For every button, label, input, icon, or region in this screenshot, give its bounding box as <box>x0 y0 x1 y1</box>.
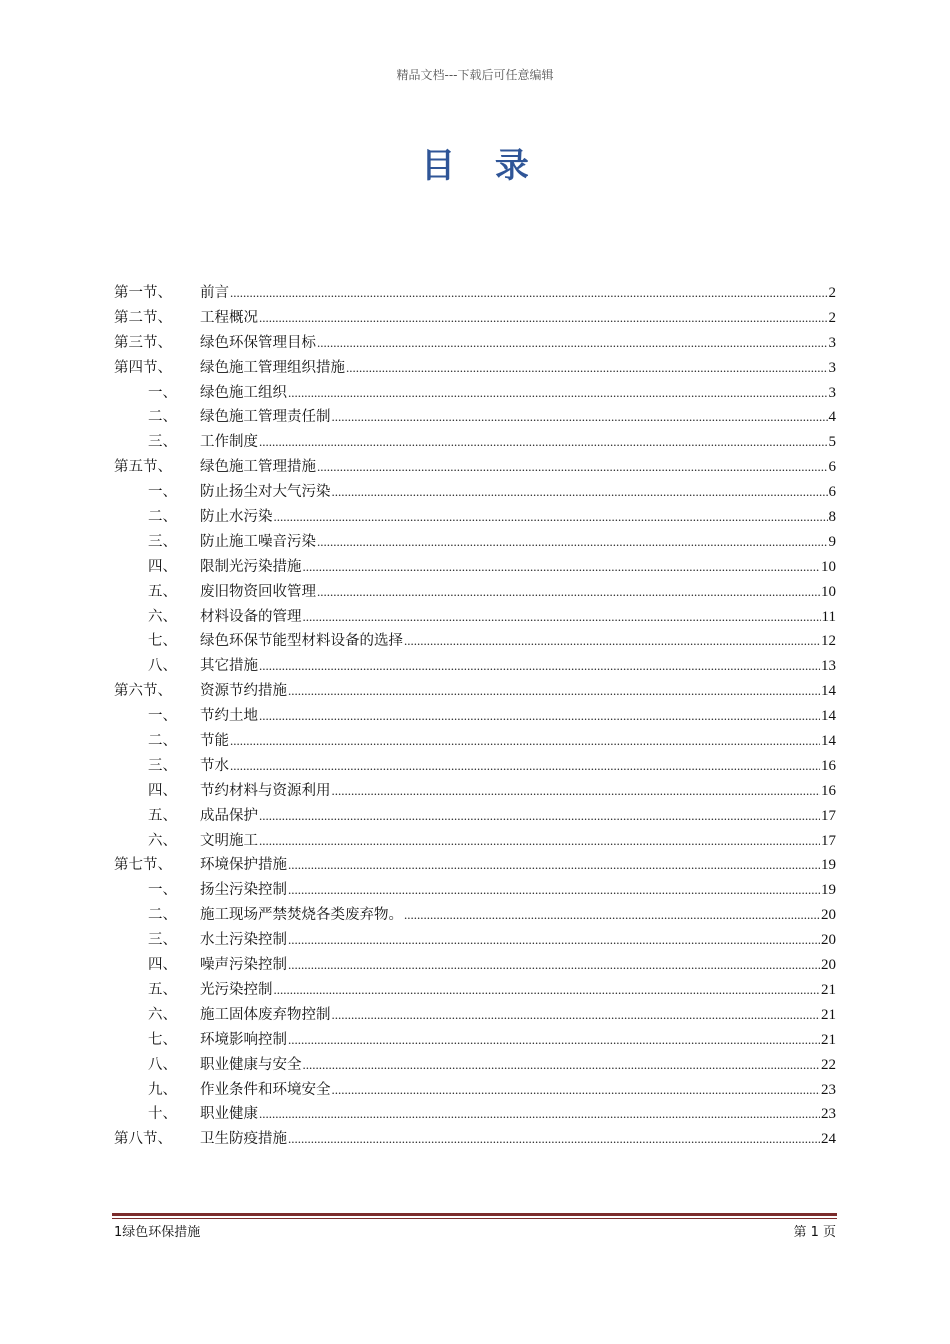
toc-entry-number: 二、 <box>148 409 177 426</box>
toc-dot-leader <box>332 781 821 801</box>
toc-entry[interactable] <box>114 731 836 756</box>
toc-entry-page: 17 <box>821 832 836 849</box>
toc-entry-title[interactable]: 水土污染控制 <box>200 932 287 949</box>
toc-entry-number: 第六节、 <box>114 683 172 700</box>
toc-entry-number: 一、 <box>148 384 177 401</box>
toc-entry-number: 第三节、 <box>114 334 172 351</box>
toc-dot-leader <box>259 806 820 826</box>
toc-dot-leader <box>303 557 821 577</box>
toc-entry[interactable] <box>114 482 836 507</box>
toc-entry[interactable] <box>114 457 836 482</box>
toc-dot-leader <box>230 731 820 751</box>
toc-entry-number: 九、 <box>148 1081 177 1098</box>
toc-entry-title[interactable]: 限制光污染措施 <box>200 558 302 575</box>
toc-dot-leader <box>288 681 820 701</box>
toc-entry-page: 21 <box>821 1006 836 1023</box>
toc-entry-number: 二、 <box>148 733 177 750</box>
toc-dot-leader <box>332 1080 821 1100</box>
toc-dot-leader <box>332 407 828 427</box>
toc-dot-leader <box>404 905 820 925</box>
toc-entry-page: 3 <box>828 334 836 351</box>
toc-dot-leader <box>230 756 820 776</box>
toc-entry-page: 2 <box>828 309 836 326</box>
toc-dot-leader <box>303 607 821 627</box>
toc-entry-title[interactable]: 防止水污染 <box>200 509 273 526</box>
toc-entry[interactable] <box>114 631 836 656</box>
toc-entry-page: 21 <box>821 981 836 998</box>
toc-entry-title[interactable]: 施工固体废弃物控制 <box>200 1006 331 1023</box>
toc-entry-number: 一、 <box>148 484 177 501</box>
toc-entry[interactable] <box>114 432 836 457</box>
toc-entry-number: 第八节、 <box>114 1131 172 1148</box>
toc-dot-leader <box>317 333 828 353</box>
toc-entry-number: 第七节、 <box>114 857 172 874</box>
toc-entry-title[interactable]: 绿色施工管理组织措施 <box>200 359 345 376</box>
toc-entry-number: 四、 <box>148 558 177 575</box>
toc-entry-title[interactable]: 其它措施 <box>200 658 258 675</box>
toc-entry[interactable] <box>114 383 836 408</box>
toc-entry-title[interactable]: 绿色施工管理责任制 <box>200 409 331 426</box>
toc-entry-number: 五、 <box>148 583 177 600</box>
toc-dot-leader <box>288 383 828 403</box>
toc-entry-number: 第二节、 <box>114 309 172 326</box>
toc-entry-page: 2 <box>828 285 836 301</box>
toc-entry[interactable] <box>114 756 836 781</box>
toc-entry-title[interactable]: 资源节约措施 <box>200 683 287 700</box>
toc-entry[interactable] <box>114 1129 836 1154</box>
toc-entry-number: 第五节、 <box>114 459 172 476</box>
footer-page-number: 第 1 页 <box>793 1225 836 1240</box>
toc-dot-leader <box>259 432 828 452</box>
toc-dot-leader <box>274 507 828 527</box>
toc-entry-page: 4 <box>828 409 836 426</box>
toc-dot-leader <box>332 1005 821 1025</box>
toc-entry-title[interactable]: 环境影响控制 <box>200 1031 287 1048</box>
toc-entry[interactable] <box>114 407 836 432</box>
toc-entry[interactable] <box>114 1104 836 1129</box>
toc-entry-title[interactable]: 环境保护措施 <box>200 857 287 874</box>
toc-entry-page: 8 <box>828 509 836 526</box>
toc-entry-page: 14 <box>821 683 836 700</box>
toc-entry-title[interactable]: 光污染控制 <box>200 981 273 998</box>
toc-entry-number: 一、 <box>148 882 177 899</box>
toc-entry-title[interactable]: 工作制度 <box>200 434 258 451</box>
toc-entry-title[interactable]: 节能 <box>200 733 229 750</box>
footer-rule <box>112 1213 837 1216</box>
toc-entry-page: 10 <box>821 558 836 575</box>
toc-entry-number: 八、 <box>148 1056 177 1073</box>
table-of-contents <box>114 283 836 1154</box>
toc-entry[interactable] <box>114 532 836 557</box>
toc-entry-page: 19 <box>821 882 836 899</box>
toc-entry[interactable] <box>114 1055 836 1080</box>
toc-entry[interactable] <box>114 1005 836 1030</box>
toc-dot-leader <box>288 880 820 900</box>
toc-entry[interactable] <box>114 507 836 532</box>
toc-entry-title[interactable]: 卫生防疫措施 <box>200 1131 287 1148</box>
toc-entry-title[interactable]: 防止扬尘对大气污染 <box>200 484 331 501</box>
footer-document-name: 1绿色环保措施 <box>114 1225 201 1240</box>
toc-entry[interactable] <box>114 1080 836 1105</box>
toc-entry-number: 第四节、 <box>114 359 172 376</box>
toc-entry-number: 三、 <box>148 932 177 949</box>
page-header: 精品文档---下载后可任意编辑 <box>396 68 554 82</box>
toc-dot-leader <box>288 1129 820 1149</box>
toc-entry-page: 14 <box>821 708 836 725</box>
toc-entry-title[interactable]: 前言 <box>200 285 229 301</box>
toc-entry[interactable] <box>114 283 836 308</box>
toc-entry-number: 十、 <box>148 1106 177 1123</box>
toc-title: 目 录 <box>421 146 543 186</box>
toc-entry-page: 12 <box>821 633 836 650</box>
toc-entry-page: 6 <box>828 459 836 476</box>
toc-entry-page: 10 <box>821 583 836 600</box>
toc-entry-page: 20 <box>821 957 836 974</box>
toc-entry-number: 二、 <box>148 907 177 924</box>
toc-entry-title[interactable]: 废旧物资回收管理 <box>200 583 316 600</box>
toc-dot-leader <box>288 855 820 875</box>
toc-entry-title[interactable]: 施工现场严禁焚烧各类废弃物。 <box>200 907 403 924</box>
toc-entry-title[interactable]: 工程概况 <box>200 309 258 326</box>
toc-dot-leader <box>288 930 820 950</box>
toc-entry-number: 六、 <box>148 1006 177 1023</box>
toc-entry-title[interactable]: 绿色环保管理目标 <box>200 334 316 351</box>
toc-entry[interactable] <box>114 955 836 980</box>
toc-entry-page: 17 <box>821 807 836 824</box>
toc-dot-leader <box>274 980 821 1000</box>
toc-entry-number: 五、 <box>148 807 177 824</box>
toc-entry-page: 20 <box>821 932 836 949</box>
toc-entry-number: 六、 <box>148 608 177 625</box>
toc-entry-title[interactable]: 绿色环保节能型材料设备的选择 <box>200 633 403 650</box>
toc-entry[interactable] <box>114 557 836 582</box>
toc-entry-page: 9 <box>828 533 836 550</box>
toc-entry[interactable] <box>114 681 836 706</box>
toc-dot-leader <box>317 457 828 477</box>
toc-dot-leader <box>259 308 828 328</box>
footer-rule-thin <box>112 1218 837 1219</box>
toc-entry-title[interactable]: 节约材料与资源利用 <box>200 782 331 799</box>
toc-entry-number: 一、 <box>148 708 177 725</box>
toc-dot-leader <box>259 656 820 676</box>
toc-entry-title[interactable]: 节水 <box>200 757 229 774</box>
toc-entry-number: 第一节、 <box>114 285 172 301</box>
toc-entry-title[interactable]: 成品保护 <box>200 807 258 824</box>
toc-entry-title[interactable]: 材料设备的管理 <box>200 608 302 625</box>
toc-dot-leader <box>404 631 820 651</box>
toc-entry-page: 16 <box>821 757 836 774</box>
toc-entry-page: 22 <box>821 1056 836 1073</box>
toc-dot-leader <box>259 1104 820 1124</box>
toc-entry[interactable] <box>114 980 836 1005</box>
toc-entry[interactable] <box>114 308 836 333</box>
toc-entry[interactable] <box>114 333 836 358</box>
toc-entry[interactable] <box>114 607 836 632</box>
toc-dot-leader <box>259 706 820 726</box>
toc-entry-number: 七、 <box>148 633 177 650</box>
toc-entry-number: 三、 <box>148 533 177 550</box>
toc-entry-page: 3 <box>828 384 836 401</box>
toc-entry-title[interactable]: 作业条件和环境安全 <box>200 1081 331 1098</box>
toc-entry-page: 3 <box>828 359 836 376</box>
toc-dot-leader <box>259 831 820 851</box>
toc-entry-title[interactable]: 噪声污染控制 <box>200 957 287 974</box>
toc-dot-leader <box>346 358 828 378</box>
toc-entry[interactable] <box>114 930 836 955</box>
toc-entry-page: 20 <box>821 907 836 924</box>
toc-entry[interactable] <box>114 831 836 856</box>
toc-entry-title[interactable]: 文明施工 <box>200 832 258 849</box>
toc-entry[interactable] <box>114 905 836 930</box>
toc-entry-number: 七、 <box>148 1031 177 1048</box>
toc-entry-title[interactable]: 扬尘污染控制 <box>200 882 287 899</box>
toc-entry[interactable] <box>114 582 836 607</box>
toc-entry-title[interactable]: 节约土地 <box>200 708 258 725</box>
toc-entry-page: 14 <box>821 733 836 750</box>
toc-entry[interactable] <box>114 781 836 806</box>
toc-entry-number: 四、 <box>148 957 177 974</box>
toc-entry-title[interactable]: 防止施工噪音污染 <box>200 533 316 550</box>
toc-entry-page: 13 <box>821 658 836 675</box>
toc-entry-title[interactable]: 职业健康与安全 <box>200 1056 302 1073</box>
toc-entry[interactable] <box>114 1030 836 1055</box>
toc-entry[interactable] <box>114 706 836 731</box>
toc-entry-page: 6 <box>828 484 836 501</box>
toc-entry-title[interactable]: 职业健康 <box>200 1106 258 1123</box>
toc-dot-leader <box>332 482 828 502</box>
toc-dot-leader <box>230 283 828 303</box>
toc-entry[interactable] <box>114 880 836 905</box>
toc-entry-page: 11 <box>821 608 836 625</box>
toc-entry-title[interactable]: 绿色施工管理措施 <box>200 459 316 476</box>
toc-entry-number: 三、 <box>148 757 177 774</box>
toc-dot-leader <box>288 1030 820 1050</box>
toc-entry-page: 23 <box>821 1106 836 1123</box>
toc-dot-leader <box>303 1055 821 1075</box>
toc-entry-page: 21 <box>821 1031 836 1048</box>
toc-entry[interactable] <box>114 806 836 831</box>
toc-entry-number: 五、 <box>148 981 177 998</box>
toc-entry-number: 八、 <box>148 658 177 675</box>
toc-dot-leader <box>288 955 820 975</box>
toc-entry-number: 三、 <box>148 434 177 451</box>
toc-entry-page: 16 <box>821 782 836 799</box>
toc-entry-number: 四、 <box>148 782 177 799</box>
toc-entry[interactable] <box>114 358 836 383</box>
toc-entry-title[interactable]: 绿色施工组织 <box>200 384 287 401</box>
toc-entry-page: 24 <box>821 1131 836 1148</box>
toc-entry[interactable] <box>114 656 836 681</box>
toc-entry-number: 六、 <box>148 832 177 849</box>
toc-entry-page: 23 <box>821 1081 836 1098</box>
toc-entry-number: 二、 <box>148 509 177 526</box>
toc-entry-page: 19 <box>821 857 836 874</box>
toc-dot-leader <box>317 532 828 552</box>
toc-dot-leader <box>317 582 820 602</box>
toc-entry[interactable] <box>114 855 836 880</box>
toc-entry-page: 5 <box>828 434 836 451</box>
